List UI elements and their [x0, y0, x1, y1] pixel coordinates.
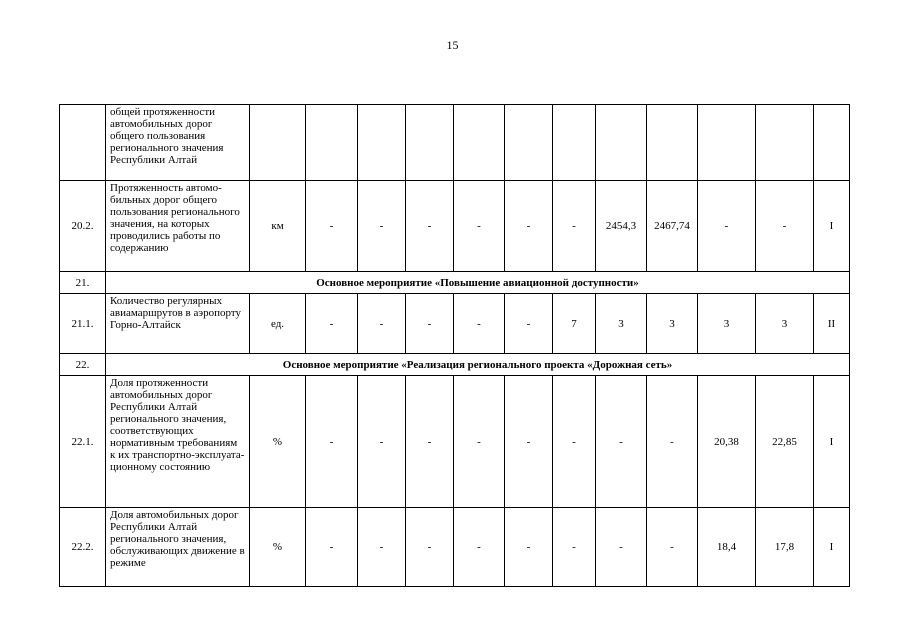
value-cell [756, 105, 814, 181]
indicator-name: Доля протяженности автомобильных дорог Республики Алтай регионального значения, соответствующих нормативным требованиям к их транспортно-эксплуата-ционному состоянию [106, 376, 250, 508]
section-title: Основное мероприятие «Реализация регионального проекта «Дорожная сеть» [106, 354, 850, 376]
table-row [60, 376, 850, 508]
value-cell: - [306, 294, 358, 354]
row-number: 21.1. [60, 294, 106, 354]
value-cell: - [306, 508, 358, 587]
value-cell: - [406, 376, 454, 508]
value-cell: - [505, 508, 553, 587]
value-cell: - [306, 376, 358, 508]
category-cell: I [814, 508, 850, 587]
value-cell: 2454,3 [596, 181, 647, 272]
table-row [60, 105, 850, 181]
value-cell [647, 105, 698, 181]
value-cell: - [358, 376, 406, 508]
value-cell: 3 [596, 294, 647, 354]
value-cell: - [756, 181, 814, 272]
section-title: Основное мероприятие «Повышение авиационной доступности» [106, 272, 850, 294]
table-row [60, 354, 850, 376]
unit-cell: % [250, 376, 306, 508]
value-cell: - [596, 376, 647, 508]
value-cell: 3 [756, 294, 814, 354]
value-cell: 20,38 [698, 376, 756, 508]
category-cell: I [814, 376, 850, 508]
value-cell: - [306, 181, 358, 272]
row-number [60, 105, 106, 181]
value-cell: - [505, 181, 553, 272]
row-number: 20.2. [60, 181, 106, 272]
value-cell: 7 [553, 294, 596, 354]
page-number: 15 [446, 38, 459, 52]
value-cell [454, 105, 505, 181]
value-cell: - [454, 294, 505, 354]
value-cell [553, 105, 596, 181]
value-cell [306, 105, 358, 181]
value-cell: - [406, 294, 454, 354]
value-cell: - [647, 508, 698, 587]
value-cell: - [454, 376, 505, 508]
value-cell [505, 105, 553, 181]
section-number: 21. [60, 272, 106, 294]
value-cell: - [358, 508, 406, 587]
table-row [60, 508, 850, 587]
value-cell: 18,4 [698, 508, 756, 587]
value-cell: 2467,74 [647, 181, 698, 272]
indicator-name: общей протяженности автомобильных дорог общего пользования регионального значения Республики Алтай [106, 105, 250, 181]
value-cell: - [553, 508, 596, 587]
table-row [60, 181, 850, 272]
category-cell: II [814, 294, 850, 354]
value-cell: - [505, 376, 553, 508]
value-cell: 17,8 [756, 508, 814, 587]
indicator-name: Протяженность автомо-бильных дорог общего пользования регионального значения, на которых проводились работы по содержанию [106, 181, 250, 272]
value-cell: - [358, 181, 406, 272]
value-cell: - [406, 508, 454, 587]
value-cell: - [505, 294, 553, 354]
table-row [60, 272, 850, 294]
value-cell: - [358, 294, 406, 354]
row-number: 22.1. [60, 376, 106, 508]
value-cell: - [454, 181, 505, 272]
indicator-name: Количество регулярных авиамаршрутов в аэропорту Горно-Алтайск [106, 294, 250, 354]
value-cell: - [553, 376, 596, 508]
value-cell [358, 105, 406, 181]
section-number: 22. [60, 354, 106, 376]
value-cell: 3 [647, 294, 698, 354]
indicator-name: Доля автомобильных дорог Республики Алтай регионального значения, обслуживающих движение в режиме [106, 508, 250, 587]
unit-cell: % [250, 508, 306, 587]
category-cell: I [814, 181, 850, 272]
value-cell [406, 105, 454, 181]
unit-cell: км [250, 181, 306, 272]
value-cell: 3 [698, 294, 756, 354]
value-cell: 22,85 [756, 376, 814, 508]
unit-cell [250, 105, 306, 181]
value-cell: - [698, 181, 756, 272]
value-cell [596, 105, 647, 181]
unit-cell: ед. [250, 294, 306, 354]
value-cell [698, 105, 756, 181]
table-row [60, 294, 850, 354]
category-cell [814, 105, 850, 181]
value-cell: - [596, 508, 647, 587]
value-cell: - [553, 181, 596, 272]
indicators-table [59, 104, 850, 587]
value-cell: - [406, 181, 454, 272]
row-number: 22.2. [60, 508, 106, 587]
value-cell: - [454, 508, 505, 587]
value-cell: - [647, 376, 698, 508]
